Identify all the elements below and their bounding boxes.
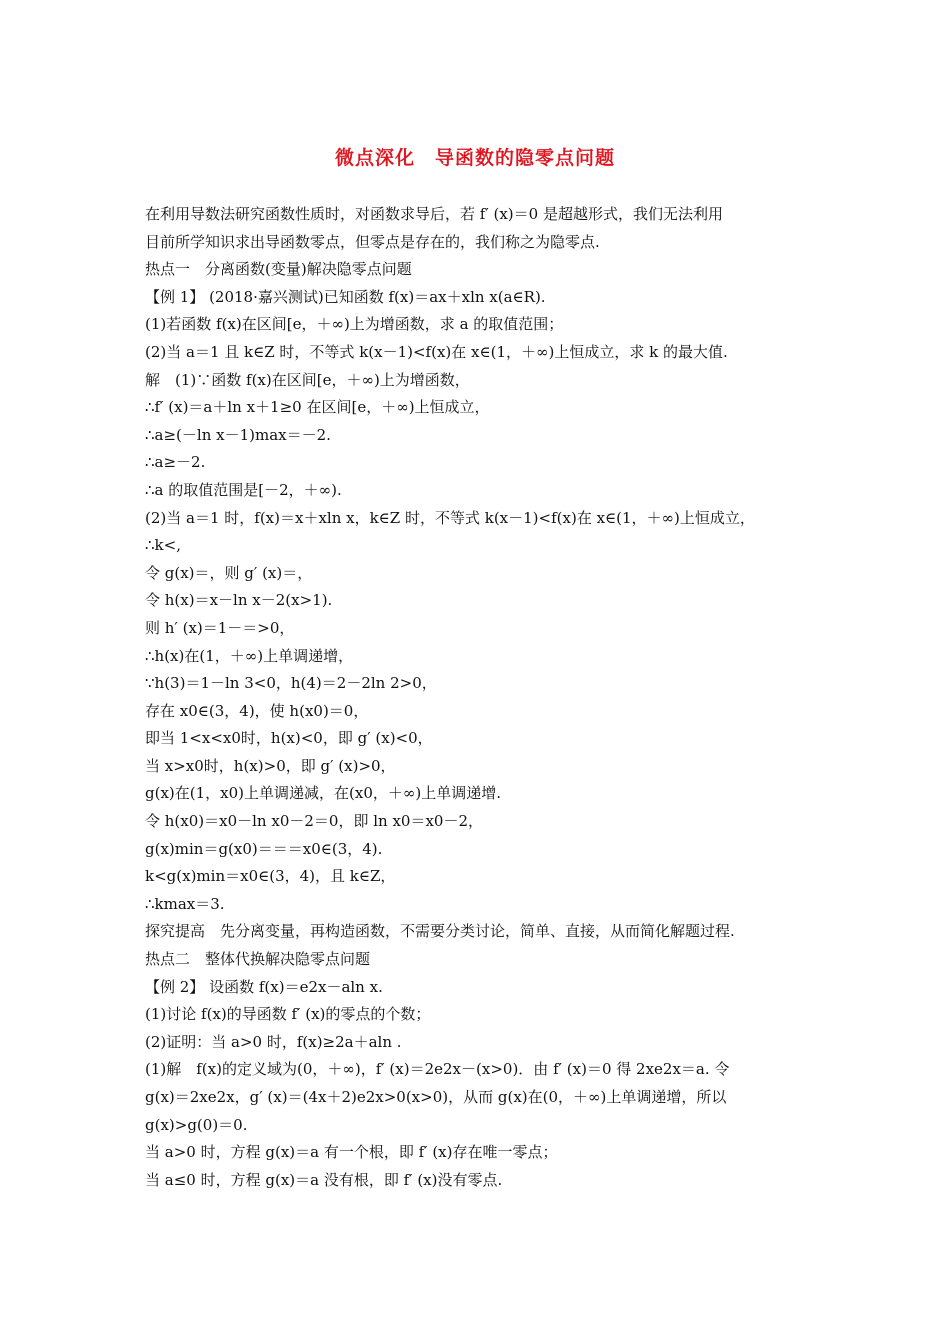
text-line: (1)讨论 f(x)的导函数 f′ (x)的零点的个数；	[145, 1005, 431, 1024]
text-line: ∵h(3)＝1－ln 3<0，h(4)＝2－2ln 2>0，	[145, 674, 437, 693]
text-line: ∴k<,	[145, 536, 181, 555]
text-line: 令 h(x0)＝x0－ln x0－2＝0，即 ln x0＝x0－2，	[145, 812, 483, 831]
text-line: 即当 1<x<x0时，h(x)<0，即 g′ (x)<0，	[145, 729, 433, 748]
text-line: (1)解 f(x)的定义域为(0，＋∞)，f′ (x)＝2e2x－(x>0)．由 f′ (x)＝0 得 2xe2x＝a. 令	[145, 1060, 730, 1079]
text-line: 当 x>x0时，h(x)>0，即 g′ (x)>0，	[145, 756, 396, 775]
text-line: 当 a>0 时，方程 g(x)＝a 有一个根，即 f′ (x)存在唯一零点；	[145, 1143, 558, 1162]
text-line: 存在 x0∈(3，4)，使 h(x0)＝0，	[145, 701, 369, 720]
text-line: 则 h′ (x)＝1－＝>0，	[145, 618, 295, 637]
example-heading: 【例 2】 设函数 f(x)＝e2x－aln x.	[145, 977, 383, 996]
text-line: (1)若函数 f(x)在区间[e，＋∞)上为增函数，求 a 的取值范围；	[145, 315, 564, 334]
document-body	[145, 201, 815, 1194]
page-title: 微点深化 导函数的隐零点问题	[334, 147, 615, 169]
text-line: ∴h(x)在(1，＋∞)上单调递增，	[145, 646, 354, 665]
text-line: 在利用导数法研究函数性质时，对函数求导后，若 f′ (x)＝0 是超越形式，我们无法利用	[145, 205, 723, 223]
text-line: (2)当 a＝1 且 k∈Z 时，不等式 k(x－1)<f(x)在 x∈(1，＋∞)上恒成立，求 k 的最大值.	[145, 342, 728, 361]
text-line: 探究提高 先分离变量，再构造函数，不需要分类讨论，简单、直接，从而简化解题过程.	[145, 922, 735, 941]
text-line: 令 h(x)＝x－ln x－2(x>1).	[145, 591, 333, 610]
text-line: (2)当 a＝1 时，f(x)＝x＋xln x，k∈Z 时，不等式 k(x－1)<f(x)在 x∈(1，＋∞)上恒成立，	[145, 508, 755, 527]
text-line: 解 (1)∵函数 f(x)在区间[e，＋∞)上为增函数，	[145, 370, 470, 389]
text-line: g(x)在(1，x0)上单调递减，在(x0，＋∞)上单调递增.	[145, 784, 501, 803]
text-line: ∴f′ (x)＝a＋ln x＋1≥0 在区间[e，＋∞)上恒成立，	[145, 398, 490, 417]
text-line: g(x)min＝g(x0)＝＝＝x0∈(3，4).	[145, 839, 383, 858]
text-line: g(x)>g(0)＝0.	[145, 1115, 248, 1134]
text-line: ∴kmax＝3.	[145, 894, 225, 913]
section-heading: 热点一 分离函数(变量)解决隐零点问题	[145, 260, 412, 279]
text-line: k<g(x)min＝x0∈(3，4)，且 k∈Z，	[145, 867, 396, 886]
text-line: ∴a 的取值范围是[－2，＋∞).	[145, 480, 342, 499]
text-line: g(x)＝2xe2x，g′ (x)＝(4x＋2)e2x>0(x>0)，从而 g(x)在(0，＋∞)上单调递增，所以	[145, 1088, 727, 1106]
section-heading: 热点二 整体代换解决隐零点问题	[145, 950, 371, 969]
text-line: ∴a≥－2.	[145, 453, 206, 472]
text-line: 当 a≤0 时，方程 g(x)＝a 没有根，即 f′ (x)没有零点.	[145, 1170, 503, 1189]
example-heading: 【例 1】 (2018·嘉兴测试)已知函数 f(x)＝ax＋xln x(a∈R).	[145, 287, 546, 306]
text-line: 目前所学知识求出导函数零点，但零点是存在的，我们称之为隐零点.	[145, 232, 600, 251]
text-line: 令 g(x)＝，则 g′ (x)＝，	[145, 563, 313, 582]
text-line: (2)证明：当 a>0 时，f(x)≥2a＋aln .	[145, 1032, 402, 1051]
text-line: ∴a≥(－ln x－1)max＝－2.	[145, 425, 331, 444]
